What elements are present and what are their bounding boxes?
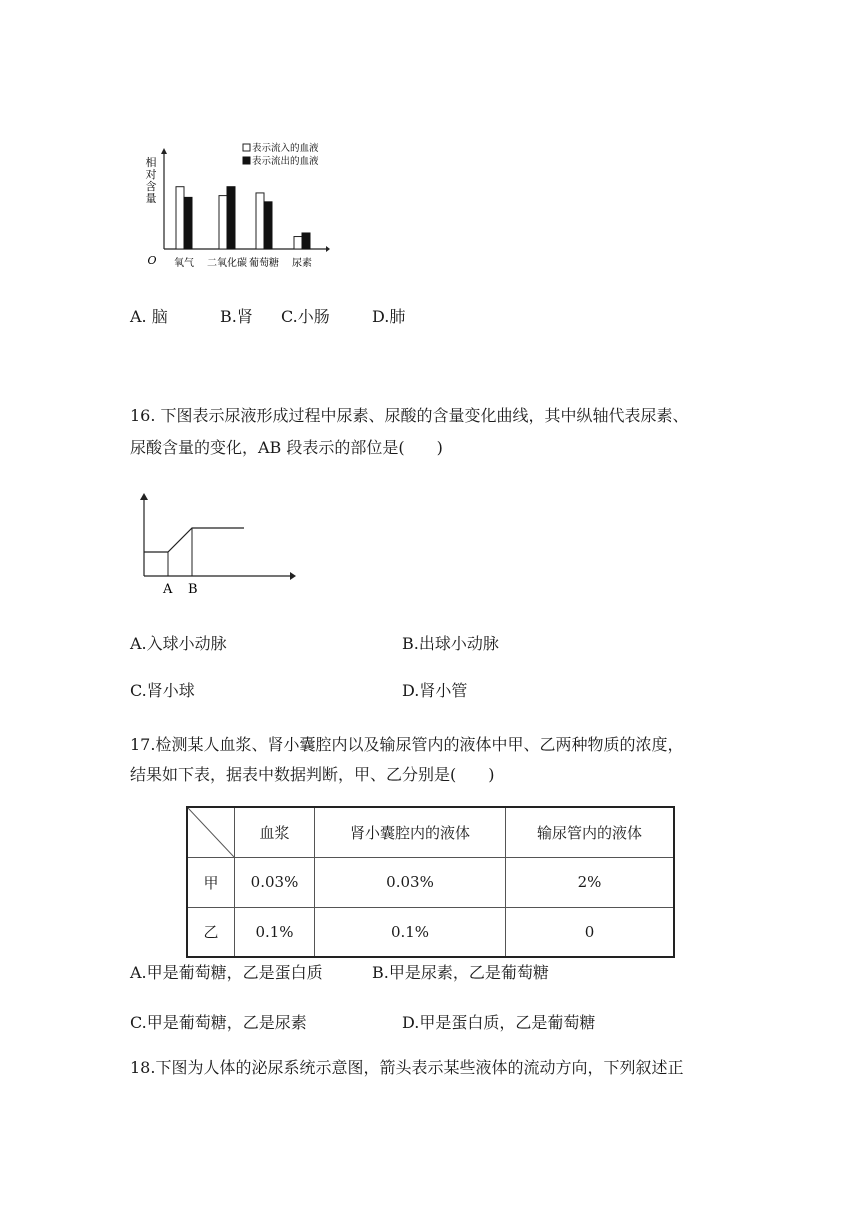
q16-label-a: A bbox=[163, 582, 173, 597]
table-header-cell: 血浆 bbox=[235, 807, 315, 857]
q15-option-c[interactable]: C.小肠 bbox=[281, 307, 330, 326]
table-header-cell: 肾小囊腔内的液体 bbox=[315, 807, 506, 857]
table-header-cell: 输尿管内的液体 bbox=[506, 807, 675, 857]
y-axis-label-char: 对 bbox=[145, 168, 157, 181]
q16-option-b[interactable]: B.出球小动脉 bbox=[402, 634, 499, 653]
q16-option-d[interactable]: D.肾小管 bbox=[402, 681, 468, 700]
q15-option-d[interactable]: D.肺 bbox=[372, 307, 406, 326]
table-cell: 0.1% bbox=[315, 907, 506, 957]
x-axis-arrow bbox=[326, 246, 330, 252]
legend-label-inflow: 表示流入的血液 bbox=[252, 143, 319, 154]
y-axis-label-char: 量 bbox=[145, 192, 157, 205]
category-label: 氧气 bbox=[174, 258, 194, 269]
table-row bbox=[187, 857, 674, 907]
q17-option-b[interactable]: B.甲是尿素，乙是葡萄糖 bbox=[372, 963, 549, 982]
q15-option-b[interactable]: B.肾 bbox=[220, 307, 253, 326]
category-label: 二氧化碳 bbox=[207, 258, 247, 269]
q16-label-b: B bbox=[188, 582, 198, 597]
table-cell: 2% bbox=[506, 857, 675, 907]
table-row-label: 乙 bbox=[187, 907, 235, 957]
q17-stem-line1: 17.检测某人血浆、肾小囊腔内以及输尿管内的液体中甲、乙两种物质的浓度， bbox=[130, 735, 684, 754]
q15-option-a[interactable]: A. 脑 bbox=[130, 307, 168, 326]
table-cell: 0.03% bbox=[315, 857, 506, 907]
q17-option-a[interactable]: A.甲是葡萄糖，乙是蛋白质 bbox=[130, 963, 323, 982]
bar-inflow bbox=[219, 196, 227, 249]
q17-option-c[interactable]: C.甲是葡萄糖，乙是尿素 bbox=[130, 1013, 307, 1032]
bar-outflow bbox=[264, 202, 272, 249]
y-axis-arrow bbox=[161, 148, 167, 154]
table-header-row bbox=[187, 807, 674, 857]
q18-stem-line1: 18.下图为人体的泌尿系统示意图，箭头表示某些液体的流动方向，下列叙述正 bbox=[130, 1058, 684, 1077]
q17-data-table bbox=[186, 806, 675, 958]
q16-curve-figure bbox=[130, 490, 300, 600]
bar-outflow bbox=[184, 197, 192, 249]
q17-option-d[interactable]: D.甲是蛋白质，乙是葡萄糖 bbox=[402, 1013, 596, 1032]
legend-swatch-inflow bbox=[243, 144, 250, 151]
category-label: 尿素 bbox=[292, 258, 312, 269]
bar-inflow bbox=[176, 187, 184, 249]
category-label: 葡萄糖 bbox=[249, 258, 279, 269]
table-cell: 0 bbox=[506, 907, 675, 957]
legend-swatch-outflow bbox=[243, 157, 250, 164]
q16-stem-line2: 尿酸含量的变化，AB 段表示的部位是( ) bbox=[130, 438, 443, 457]
q17-stem-line2: 结果如下表，据表中数据判断，甲、乙分别是( ) bbox=[130, 765, 495, 784]
bar-outflow bbox=[302, 233, 310, 249]
origin-label: O bbox=[147, 254, 157, 267]
q16-stem-line1: 16. 下图表示尿液形成过程中尿素、尿酸的含量变化曲线，其中纵轴代表尿素、 bbox=[130, 406, 689, 425]
table-row bbox=[187, 907, 674, 957]
bar-outflow bbox=[227, 187, 235, 249]
y-axis-label-char: 含 bbox=[145, 180, 157, 193]
table-cell: 0.03% bbox=[235, 857, 315, 907]
q16-option-c[interactable]: C.肾小球 bbox=[130, 681, 195, 700]
q16-option-a[interactable]: A.入球小动脉 bbox=[130, 634, 227, 653]
bar-inflow bbox=[256, 193, 264, 249]
table-row-label: 甲 bbox=[187, 857, 235, 907]
table-cell: 0.1% bbox=[235, 907, 315, 957]
y-axis-label-char: 相 bbox=[145, 156, 157, 169]
q15-bar-chart bbox=[140, 140, 340, 275]
table-diagonal-cell bbox=[187, 807, 235, 857]
bar-inflow bbox=[294, 237, 302, 249]
legend-label-outflow: 表示流出的血液 bbox=[252, 156, 319, 167]
